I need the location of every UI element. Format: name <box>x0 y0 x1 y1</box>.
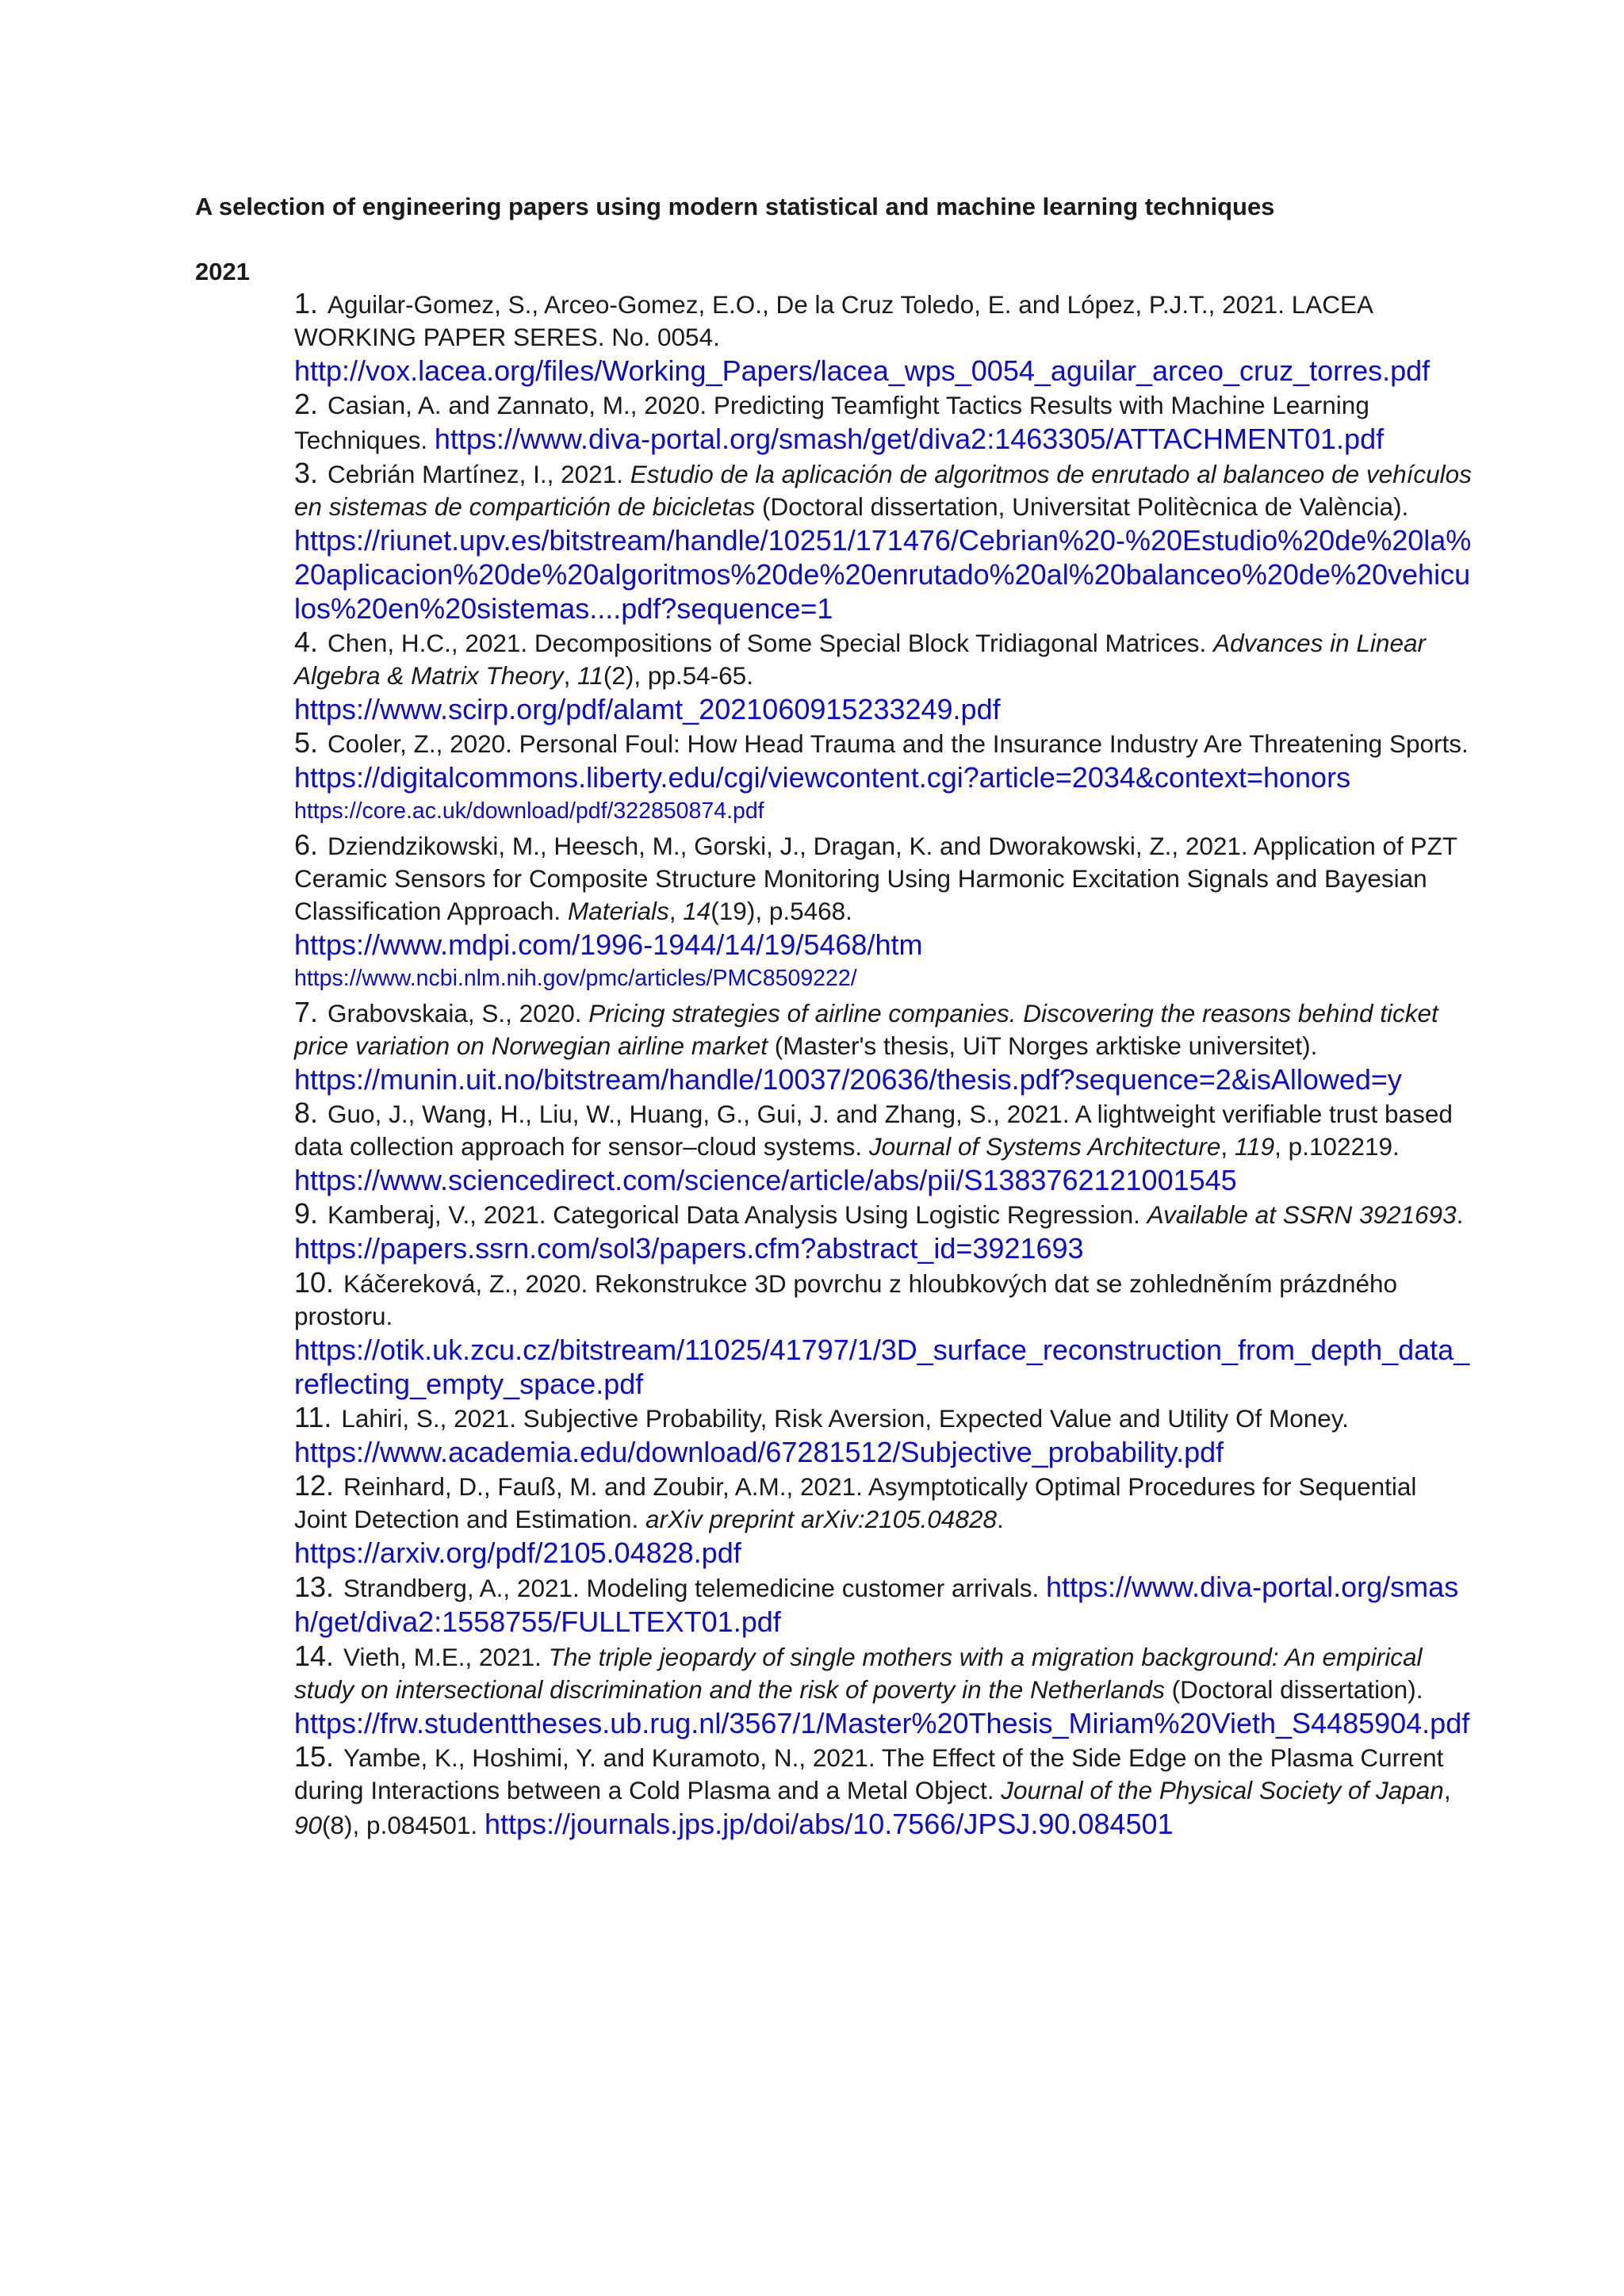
reference-link[interactable]: https://journals.jps.jp/doi/abs/10.7566/JPSJ.90.084501 <box>484 1808 1174 1840</box>
reference-text: (Doctoral dissertation). <box>1164 1675 1423 1704</box>
reference-italic-text: arXiv preprint arXiv:2105.04828 <box>645 1505 997 1533</box>
reference-text: Dziendzikowski, M., Heesch, M., Gorski, J., Dragan, K. and Dworakowski, Z., 2021. Application of PZT Ceramic Sensors for Composite Structure Monitoring Using Harmonic Excitation Signals and Bayesian Classification Approach. <box>294 832 1457 925</box>
reference-text: Yambe, K., Hoshimi, Y. and Kuramoto, N., 2021. The Effect of the Side Edge on the Plasma Current during Interactions between a Cold Plasma and a Metal Object. <box>294 1743 1444 1804</box>
reference-link[interactable]: https://www.academia.edu/download/67281512/Subjective_probability.pdf <box>294 1436 1224 1468</box>
reference-text: Strandberg, A., 2021. Modeling telemedicine customer arrivals. <box>343 1574 1046 1602</box>
reference-text: Aguilar-Gomez, S., Arceo-Gomez, E.O., De la Cruz Toledo, E. and López, P.J.T., 2021. LACEA WORKING PAPER SERES. No. 0054. <box>294 290 1373 351</box>
reference-item <box>294 1197 1476 1266</box>
reference-text: Káčereková, Z., 2020. Rekonstrukce 3D povrchu z hloubkových dat se zohledněním prázdného prostoru. <box>294 1269 1398 1330</box>
reference-number: 3. <box>294 457 319 489</box>
reference-italic-text: Journal of Systems Architecture <box>868 1132 1221 1161</box>
reference-item <box>294 287 1476 388</box>
reference-item <box>294 457 1476 626</box>
reference-number: 6. <box>294 828 319 861</box>
reference-number: 12. <box>294 1469 335 1502</box>
reference-item <box>294 726 1476 828</box>
reference-text: , <box>1443 1776 1451 1804</box>
reference-number: 7. <box>294 996 319 1028</box>
reference-text: (19), p.5468. <box>710 897 852 925</box>
reference-link[interactable]: https://otik.uk.zcu.cz/bitstream/11025/41797/1/3D_surface_reconstruction_from_depth_data_reflecting_empty_space.pdf <box>294 1334 1470 1400</box>
reference-text: . <box>1456 1200 1464 1229</box>
reference-text: (Doctoral dissertation, Universitat Politècnica de València). <box>755 492 1409 521</box>
reference-number: 2. <box>294 388 319 420</box>
reference-link[interactable]: https://www.diva-portal.org/smash/get/diva2:1463305/ATTACHMENT01.pdf <box>434 423 1385 455</box>
reference-text: , p.102219. <box>1274 1132 1400 1161</box>
reference-number: 13. <box>294 1571 335 1603</box>
reference-link[interactable]: https://www.ncbi.nlm.nih.gov/pmc/articles/PMC8509222/ <box>294 966 857 991</box>
reference-number: 8. <box>294 1096 319 1129</box>
reference-italic-text: 14 <box>683 897 711 925</box>
reference-italic-text: Advances in Linear Algebra & Matrix Theory <box>294 629 1426 690</box>
reference-number: 11. <box>294 1401 332 1433</box>
reference-italic-text: 11 <box>577 661 603 690</box>
reference-item <box>294 1401 1476 1469</box>
reference-number: 9. <box>294 1197 319 1230</box>
reference-item <box>294 1266 1476 1401</box>
reference-number: 10. <box>294 1266 335 1299</box>
reference-link[interactable]: https://frw.studenttheses.ub.rug.nl/3567/1/Master%20Thesis_Miriam%20Vieth_S4485904.pdf <box>294 1707 1470 1739</box>
reference-number: 4. <box>294 626 319 658</box>
reference-text: (8), p.084501. <box>322 1811 485 1839</box>
reference-text: . <box>997 1505 1004 1533</box>
reference-text: Vieth, M.E., 2021. <box>343 1643 549 1671</box>
reference-text: (Master's thesis, UiT Norges arktiske universitet). <box>768 1031 1318 1060</box>
reference-link[interactable]: https://digitalcommons.liberty.edu/cgi/viewcontent.cgi?article=2034&context=honors <box>294 761 1351 794</box>
reference-link[interactable]: https://www.diva-portal.org/smash/get/diva2:1558755/FULLTEXT01.pdf <box>294 1571 1459 1638</box>
reference-italic-text: Journal of the Physical Society of Japan <box>1001 1776 1444 1804</box>
reference-item <box>294 828 1476 996</box>
reference-link[interactable]: https://papers.ssrn.com/sol3/papers.cfm?abstract_id=3921693 <box>294 1232 1084 1265</box>
reference-italic-text: 90 <box>294 1811 323 1839</box>
reference-text: Reinhard, D., Fauß, M. and Zoubir, A.M., 2021. Asymptotically Optimal Procedures for Sequential Joint Detection and Estimation. <box>294 1472 1417 1533</box>
reference-text: Chen, H.C., 2021. Decompositions of Some Special Block Tridiagonal Matrices. <box>327 629 1214 657</box>
reference-number: 5. <box>294 726 319 759</box>
reference-number: 14. <box>294 1640 335 1672</box>
reference-link[interactable]: https://www.sciencedirect.com/science/article/abs/pii/S1383762121001545 <box>294 1164 1237 1196</box>
reference-italic-text: Materials <box>567 897 669 925</box>
reference-link[interactable]: http://vox.lacea.org/files/Working_Papers/lacea_wps_0054_aguilar_arceo_cruz_torres.pdf <box>294 354 1431 387</box>
reference-list <box>294 287 1476 1842</box>
reference-text: Guo, J., Wang, H., Liu, W., Huang, G., Gui, J. and Zhang, S., 2021. A lightweight verifiable trust based data collection approach for sensor–cloud systems. <box>294 1100 1453 1161</box>
reference-item <box>294 1096 1476 1197</box>
reference-item <box>294 1469 1476 1570</box>
reference-item <box>294 996 1476 1096</box>
reference-text: , <box>1220 1132 1235 1161</box>
reference-item <box>294 388 1476 457</box>
reference-item <box>294 1740 1476 1842</box>
reference-text: Lahiri, S., 2021. Subjective Probability, Risk Aversion, Expected Value and Utility Of Money. <box>341 1404 1349 1433</box>
reference-number: 15. <box>294 1740 335 1773</box>
reference-text: Cebrián Martínez, I., 2021. <box>327 460 630 488</box>
reference-link[interactable]: https://www.mdpi.com/1996-1944/14/19/5468/htm <box>294 928 923 961</box>
reference-link[interactable]: https://www.scirp.org/pdf/alamt_2021060915233249.pdf <box>294 693 1001 725</box>
reference-italic-text: 119 <box>1234 1132 1275 1161</box>
reference-text: , <box>668 897 684 925</box>
reference-text: Cooler, Z., 2020. Personal Foul: How Head Trauma and the Insurance Industry Are Threatening Sports. <box>327 729 1469 758</box>
reference-italic-text: Estudio de la aplicación de algoritmos de enrutado al balanceo de vehículos en sistemas de compartición de bicicletas <box>294 460 1472 521</box>
reference-text: (2), pp.54-65. <box>603 661 753 690</box>
reference-text: Grabovskaia, S., 2020. <box>327 999 589 1027</box>
reference-italic-text: Pricing strategies of airline companies. Discovering the reasons behind ticket price variation on Norwegian airline market <box>294 999 1438 1060</box>
reference-link[interactable]: https://riunet.upv.es/bitstream/handle/10251/171476/Cebrian%20-%20Estudio%20de%20la%20aplicacion%20de%20algoritmos%20de%20enrutado%20al%20balanceo%20de%20vehiculos%20en%20sistemas....pdf?sequence=1 <box>294 524 1472 625</box>
reference-link[interactable]: https://core.ac.uk/download/pdf/322850874.pdf <box>294 798 764 824</box>
reference-text: Casian, A. and Zannato, M., 2020. Predicting Teamfight Tactics Results with Machine Learning Techniques. <box>294 391 1369 454</box>
reference-link[interactable]: https://arxiv.org/pdf/2105.04828.pdf <box>294 1536 741 1569</box>
year-heading: 2021 <box>195 258 250 285</box>
document-title: A selection of engineering papers using modern statistical and machine learning techniques <box>195 193 1275 220</box>
reference-item <box>294 1640 1476 1740</box>
reference-italic-text: Available at SSRN 3921693 <box>1147 1200 1457 1229</box>
reference-text: Kamberaj, V., 2021. Categorical Data Analysis Using Logistic Regression. <box>327 1200 1147 1229</box>
reference-text: , <box>563 661 578 690</box>
reference-item <box>294 626 1476 726</box>
reference-link[interactable]: https://munin.uit.no/bitstream/handle/10037/20636/thesis.pdf?sequence=2&isAllowed=y <box>294 1063 1402 1096</box>
reference-item <box>294 1570 1476 1640</box>
reference-number: 1. <box>294 287 319 320</box>
reference-italic-text: The triple jeopardy of single mothers with a migration background: An empirical study on intersectional discrimination and the risk of poverty in the Netherlands <box>294 1643 1423 1704</box>
